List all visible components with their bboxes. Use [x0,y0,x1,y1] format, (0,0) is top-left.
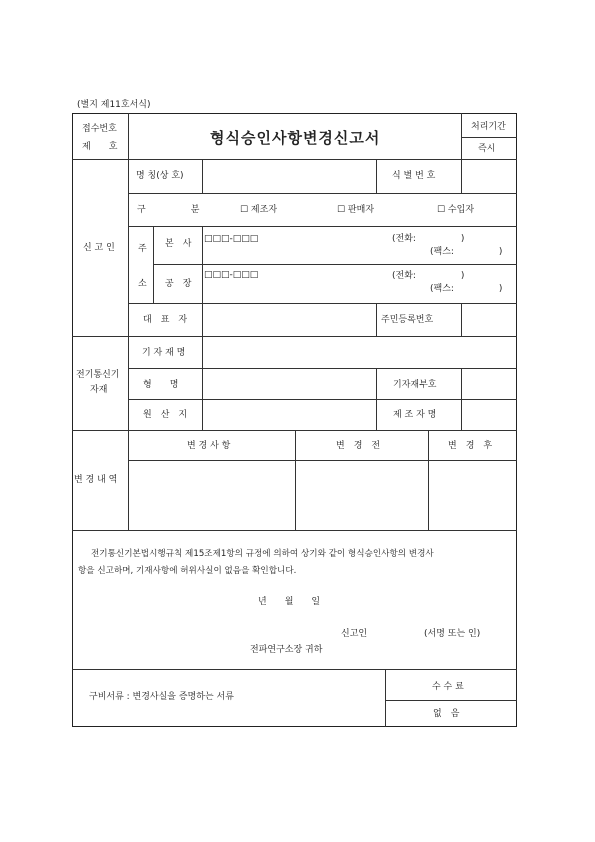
number-label: 제 호 [82,142,118,152]
manufacturer-name-field[interactable] [462,400,516,429]
divider [72,669,517,670]
identification-number-label: 식 별 번 호 [392,171,436,181]
divider [128,193,517,194]
origin-label: 원 산 지 [143,410,188,420]
fee-label: 수 수 료 [432,682,464,692]
origin-field[interactable] [203,400,375,429]
resident-number-field[interactable] [462,304,516,335]
change-item-header: 변 경 사 항 [187,441,231,451]
divider [128,336,129,430]
head-office-label: 본 사 [165,239,192,249]
manufacturer-checkbox[interactable]: ☐ 제조자 [240,205,278,215]
divider [72,530,517,531]
model-name-field[interactable] [203,369,375,398]
divider [376,159,377,193]
after-change-header: 변 경 후 [448,441,493,451]
model-name-label: 형 명 [143,380,179,390]
equipment-section-label-2: 자재 [90,385,108,395]
divider [153,264,517,265]
divider [385,700,517,701]
divider [128,226,517,227]
equipment-code-field[interactable] [462,369,516,398]
head-office-phone[interactable]: (전화: ) [392,234,465,244]
before-change-field[interactable] [296,461,427,529]
factory-fax[interactable]: (팩스: ) [430,284,503,294]
representative-label: 대 표 자 [143,315,188,325]
address-label-top: 주 [138,244,147,254]
divider [128,159,129,336]
equipment-name-label: 기 자 재 명 [142,348,186,358]
company-name-field[interactable] [203,160,375,192]
applicant-signature-label: 신고인 [341,629,368,639]
equipment-name-field[interactable] [203,337,516,368]
processing-period-value: 즉시 [478,144,496,154]
after-change-field[interactable] [429,461,516,529]
head-office-fax[interactable]: (팩스: ) [430,247,503,257]
importer-checkbox[interactable]: ☐ 수입자 [437,205,475,215]
declaration-text-line-2: 항을 신고하며, 기재사항에 허위사실이 없음을 확인합니다. [78,566,297,576]
resident-number-label: 주민등록번호 [381,315,434,325]
head-office-postal-code[interactable]: □□□-□□□ [204,234,259,244]
change-item-field[interactable] [129,461,294,529]
equipment-section-label-1: 전기통신기 [76,370,120,380]
receipt-number-label: 접수번호 [82,124,117,134]
signature-or-seal[interactable]: (서명 또는 인) [424,629,481,639]
applicant-section-label: 신 고 인 [83,243,115,253]
date-line[interactable]: 년 월 일 [258,597,321,607]
processing-period-label: 처리기간 [471,122,506,132]
address-label-bottom: 소 [138,279,147,289]
declaration-text-line-1: 전기통신기본법시행규칙 제15조제1항의 규정에 의하여 상기와 같이 형식승인사항의 변경사 [91,549,434,559]
divider [461,137,517,138]
factory-label: 공 장 [165,279,192,289]
category-label: 구 분 [137,205,200,215]
company-name-label: 명 칭(상 호) [136,171,184,181]
change-section-label: 변 경 내 역 [74,475,118,485]
before-change-header: 변 경 전 [336,441,381,451]
required-documents: 구비서류 : 변경사실을 증명하는 서류 [89,692,234,702]
addressee: 전파연구소장 귀하 [250,645,323,655]
divider [461,113,462,159]
seller-checkbox[interactable]: ☐ 판매자 [337,205,375,215]
manufacturer-name-label: 제 조 자 명 [393,410,437,420]
form-title: 형식승인사항변경신고서 [210,129,381,147]
representative-field[interactable] [203,304,375,335]
divider [128,113,129,159]
factory-phone[interactable]: (전화: ) [392,271,465,281]
divider [376,303,377,336]
divider [385,669,386,727]
form-number: (별지 제11호서식) [77,100,151,110]
fee-value: 없 음 [433,709,460,719]
equipment-code-label: 기자재부호 [393,380,437,390]
factory-postal-code[interactable]: □□□-□□□ [204,270,259,280]
identification-number-field[interactable] [462,160,516,192]
